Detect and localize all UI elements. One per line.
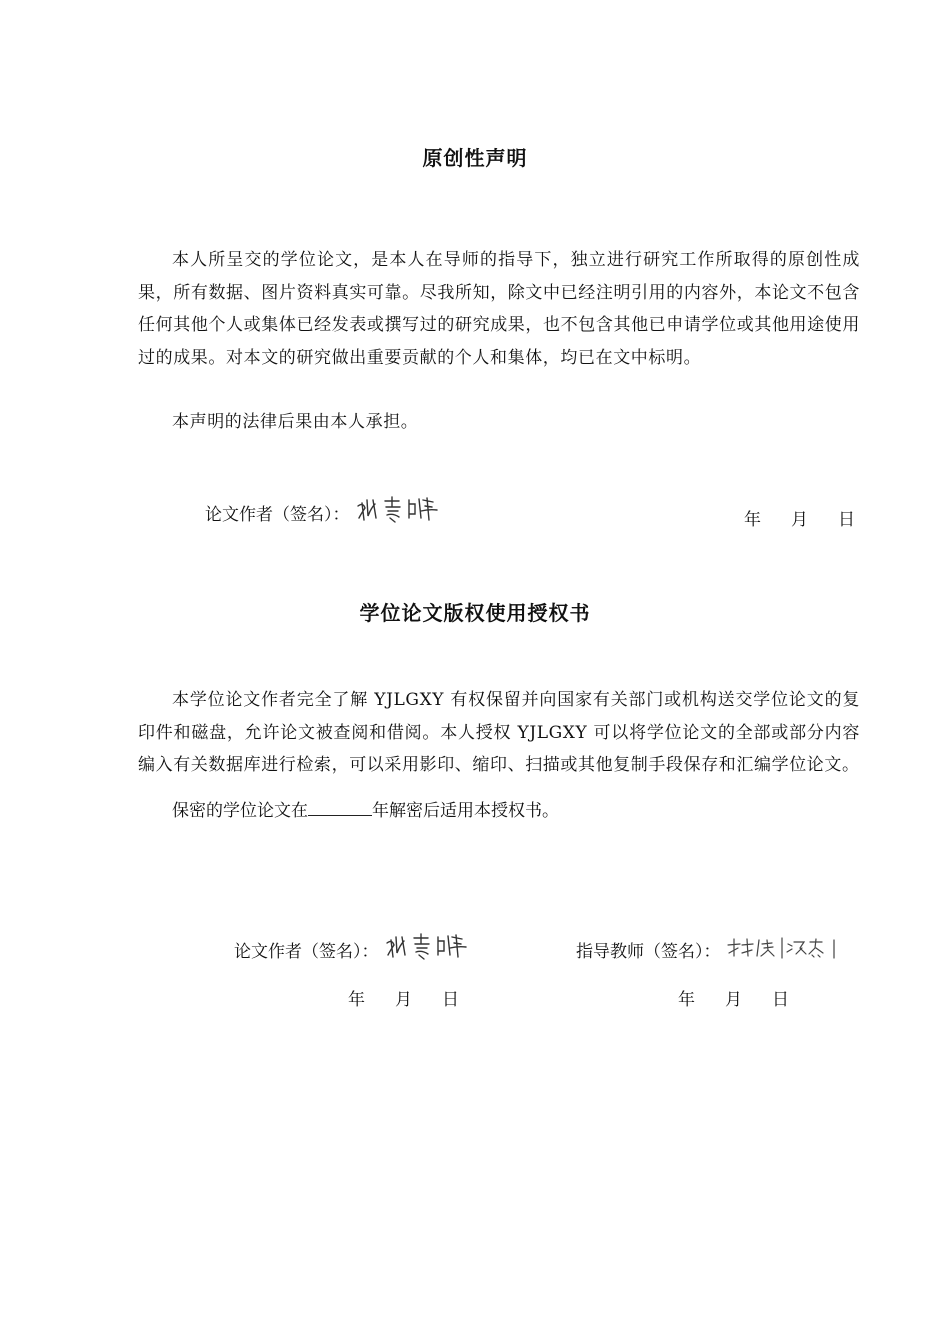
author-handwritten-signature bbox=[355, 494, 443, 524]
declaration-liability: 本声明的法律后果由本人承担。 bbox=[172, 412, 419, 432]
date-month: 月 bbox=[725, 990, 742, 1010]
author-signature-label: 论文作者（签名）： bbox=[234, 942, 379, 962]
date-year: 年 bbox=[678, 990, 695, 1010]
authorization-body: 本学位论文作者完全了解 YJLGXY 有权保留并向国家有关部门或机构送交学位论文的复印件和磁盘，允许论文被查阅和借阅。本人授权 YJLGXY 可以将学位论文的全部或部分内容编入有关数据库进行检索，可以采用影印、缩印、扫描或其他复制手段保存和汇编学位论文。 bbox=[138, 690, 860, 775]
author-date bbox=[348, 985, 459, 1010]
confidential-suffix: 年解密后适用本授权书。 bbox=[372, 801, 559, 821]
confidential-clause bbox=[172, 796, 559, 821]
date-month: 月 bbox=[395, 990, 412, 1010]
declaration-author-signature-line bbox=[205, 500, 443, 525]
advisor-handwritten-signature bbox=[726, 936, 838, 960]
advisor-signature-label: 指导教师（签名）： bbox=[576, 942, 721, 962]
confidential-prefix: 保密的学位论文在 bbox=[172, 801, 308, 821]
confidential-years-blank bbox=[308, 801, 372, 816]
date-year: 年 bbox=[744, 510, 761, 530]
date-day: 日 bbox=[838, 510, 855, 530]
declaration-body: 本人所呈交的学位论文，是本人在导师的指导下，独立进行研究工作所取得的原创性成果，所有数据、图片资料真实可靠。尽我所知，除文中已经注明引用的内容外，本论文不包含任何其他个人或集体已经发表或撰写过的研究成果，也不包含其他已申请学位或其他用途使用过的成果。对本文的研究做出重要贡献的个人和集体，均已在文中标明。 bbox=[138, 250, 860, 368]
date-day: 日 bbox=[772, 990, 789, 1010]
author-signature-label: 论文作者（签名）： bbox=[205, 505, 350, 525]
declaration-date bbox=[744, 505, 855, 530]
authorization-author-signature-line bbox=[234, 937, 472, 962]
advisor-date bbox=[678, 985, 789, 1010]
author-handwritten-signature bbox=[384, 931, 472, 961]
authorization-title: 学位论文版权使用授权书 bbox=[359, 601, 591, 625]
date-year: 年 bbox=[348, 990, 365, 1010]
date-day: 日 bbox=[442, 990, 459, 1010]
advisor-signature-line bbox=[576, 937, 838, 962]
date-month: 月 bbox=[791, 510, 808, 530]
declaration-title: 原创性声明 bbox=[422, 146, 528, 170]
